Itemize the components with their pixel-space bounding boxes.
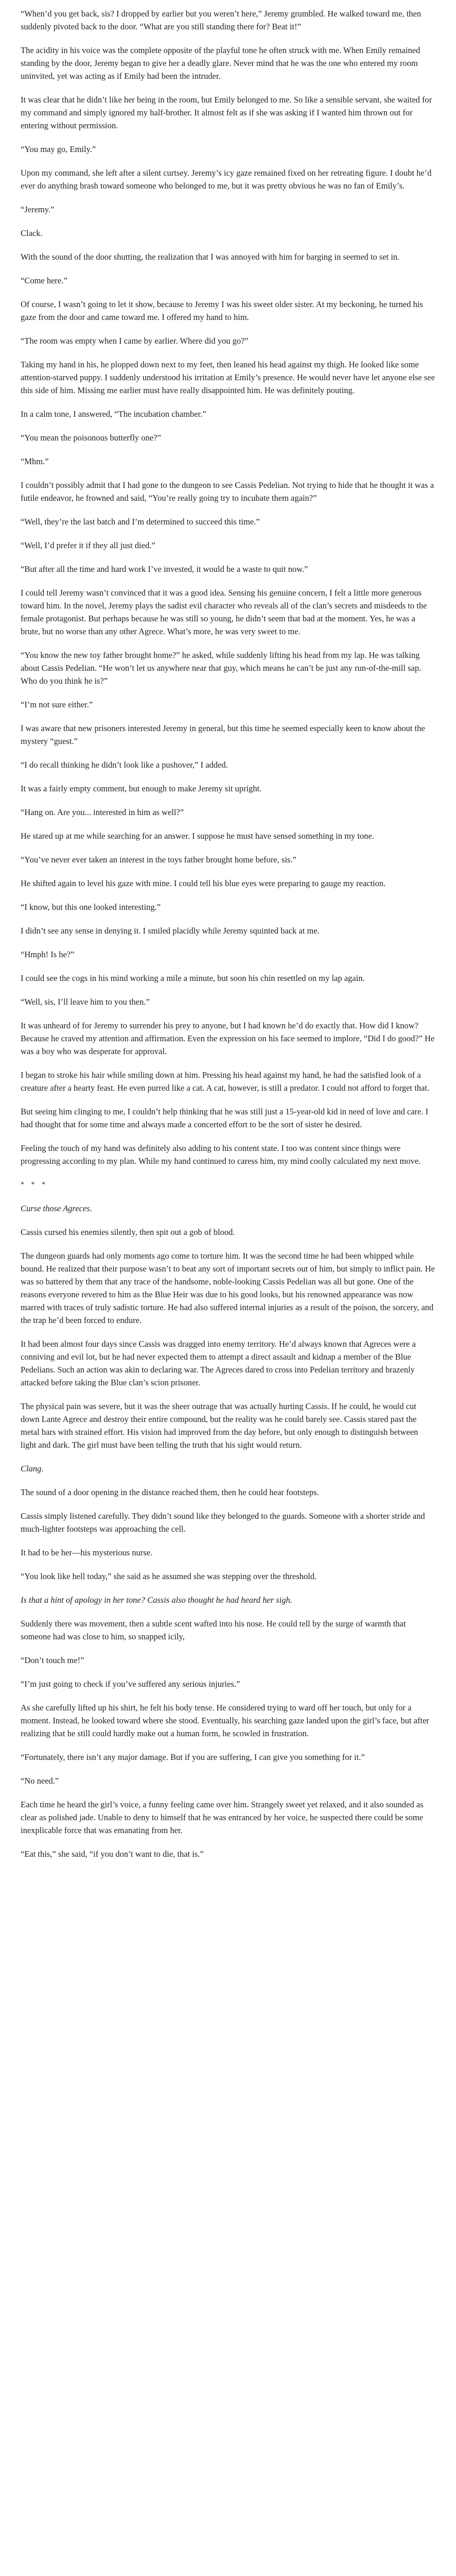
paragraph: “When’d you get back, sis? I dropped by earlier but you weren’t here,” Jeremy grumbled. He walked toward me, then suddenly pivoted back to the door. “What are you still standing there for? Beat it!”	[21, 9, 422, 31]
paragraph: Clang.	[21, 1464, 44, 1473]
paragraph: “Well, sis, I’ll leave him to you then.”	[21, 997, 150, 1007]
paragraph: Cassis simply listened carefully. They didn’t sound like they belonged to the guards. Someone with a shorter stride and much-lighter footsteps was approaching the cell.	[21, 1511, 425, 1534]
paragraph: “Don’t touch me!”	[21, 1655, 84, 1665]
paragraph: The dungeon guards had only moments ago come to torture him. It was the second time he had been whipped while bound. He realized that their purpose wasn’t to beat any sort of important secrets out of him, but simply to inflict pain. He was so battered by them that any trace of the handsome, noble-looking Cassis Pedelian was all but gone. One of the reasons everyone revered to him as the Blue Heir was due to his good looks, but his renowned appearance was now marred with traces of truly sadistic torture. He had also suffered internal injuries as a result of the poison, the sorcery, and the trap he’d been forced to endure.	[21, 1251, 435, 1325]
paragraph: With the sound of the door shutting, the realization that I was annoyed with him for barging in seemed to set in.	[21, 252, 400, 262]
paragraph: “I’m not sure either.”	[21, 700, 93, 709]
paragraph: “I know, but this one looked interesting.”	[21, 902, 161, 912]
paragraph: It had to be her—his mysterious nurse.	[21, 1548, 153, 1557]
paragraph: It was clear that he didn’t like her being in the room, but Emily belonged to me. So like a sensible servant, she waited for my command and simply ignored my half-brother. It almost felt as if she was asking if I wanted him thrown out for entering without permission.	[21, 95, 432, 130]
paragraph: I could see the cogs in his mind working a mile a minute, but soon his chin resettled on my lap again.	[21, 973, 365, 983]
section-separator: * * *	[21, 1181, 48, 1189]
paragraph: “No need.”	[21, 1776, 59, 1786]
paragraph: I began to stroke his hair while smiling down at him. Pressing his head against my hand, he had the satisfied look of a creature after a hearty feast. He even purred like a cat. A cat, however, is still a predator. I could not afford to forget that.	[21, 1070, 430, 1093]
paragraph: I didn’t see any sense in denying it. I smiled placidly while Jeremy squinted back at me.	[21, 926, 320, 936]
paragraph: Clack.	[21, 228, 43, 238]
paragraph: “The room was empty when I came by earlier. Where did you go?”	[21, 336, 249, 346]
paragraph: I could tell Jeremy wasn’t convinced that it was a good idea. Sensing his genuine concern, I felt a little more generous toward him. In the novel, Jeremy plays the sadist evil character who reveals all of the clan’s secrets and misdeeds to the female protagonist. But perhaps because he was still so young, he didn’t seem that bad at the moment. Yes, he was a brute, but no worse than any other Agrece. What’s more, he was very sweet to me.	[21, 588, 427, 636]
paragraph: “Eat this,” she said, “if you don’t want to die, that is.”	[21, 1849, 204, 1859]
paragraph: Each time he heard the girl’s voice, a funny feeling came over him. Strangely sweet yet relaxed, and it also sounded as clear as polished jade. Unable to deny to himself that he was entranced by her voice, he suspected there could be some inexplicable force that was emanating from her.	[21, 1800, 424, 1835]
paragraph: “Mhm.”	[21, 456, 49, 466]
paragraph: “You know the new toy father brought home?” he asked, while suddenly lifting his head from my lap. He was talking about Cassis Pedelian. “He won’t let us anywhere near that guy, which means he can’t be just any run-of-the-mill sap. Who do you think he is?”	[21, 650, 422, 686]
paragraph: Is that a hint of apology in her tone? Cassis also thought he had heard her sigh.	[21, 1595, 292, 1605]
paragraph: Feeling the touch of my hand was definitely also adding to his content state. I too was content since things were progressing according to my plan. While my hand continued to caress him, my mind coolly calculated my next move.	[21, 1143, 421, 1166]
paragraph: It was a fairly empty comment, but enough to make Jeremy sit upright.	[21, 784, 262, 793]
paragraph: I was aware that new prisoners interested Jeremy in general, but this time he seemed especially keen to know about the mystery “guest.”	[21, 723, 425, 746]
paragraph: “But after all the time and hard work I’ve invested, it would be a waste to quit now.”	[21, 564, 308, 574]
paragraph: “You’ve never ever taken an interest in the toys father brought home before, sis.”	[21, 855, 296, 865]
paragraph: It had been almost four days since Cassis was dragged into enemy territory. He’d always known that Agreces were a conniving and evil lot, but he had never expected them to attempt a direct assault and kidnap a member of the Blue Pedelians. Such an action was akin to declaring war. The Agreces dared to cross into Pedelian territory and brazenly attacked before taking the Blue clan’s scion prisoner.	[21, 1339, 416, 1387]
paragraph: “Fortunately, there isn’t any major damage. But if you are suffering, I can give you something for it.”	[21, 1752, 365, 1762]
paragraph: He stared up at me while searching for an answer. I suppose he must have sensed something in my tone.	[21, 831, 374, 841]
paragraph: “Hmph! Is he?”	[21, 950, 75, 959]
paragraph: Taking my hand in his, he plopped down next to my feet, then leaned his head against my thigh. He looked like some attention-starved puppy. I suddenly understood his irritation at Emily’s presence. He would never have let anyone else see this side of him. Missing me earlier must have really disappointed him. He was definitely pouting.	[21, 360, 435, 395]
paragraph: I couldn’t possibly admit that I had gone to the dungeon to see Cassis Pedelian. Not trying to hide that he thought it was a futile endeavor, he frowned and said, “You’re really going try to incubate them again?”	[21, 480, 434, 503]
paragraph: The sound of a door opening in the distance reached them, then he could hear footsteps.	[21, 1487, 319, 1497]
paragraph: Suddenly there was movement, then a subtle scent wafted into his nose. He could tell by the surge of warmth that someone had was close to him, so snapped icily,	[21, 1619, 406, 1641]
paragraph: “You mean the poisonous butterfly one?”	[21, 433, 161, 443]
paragraph: “I do recall thinking he didn’t look like a pushover,” I added.	[21, 760, 228, 770]
paragraph: “You look like hell today,” she said as he assumed she was stepping over the threshold.	[21, 1571, 317, 1581]
paragraph: “You may go, Emily.”	[21, 144, 96, 154]
paragraph: Curse those Agreces.	[21, 1204, 92, 1213]
paragraph: “I’m just going to check if you’ve suffered any serious injuries.”	[21, 1679, 240, 1689]
paragraph: “Well, they’re the last batch and I’m determined to succeed this time.”	[21, 517, 260, 527]
paragraph: “Hang on. Are you... interested in him as well?”	[21, 807, 184, 817]
paragraph: He shifted again to level his gaze with mine. I could tell his blue eyes were preparing to gauge my reaction.	[21, 878, 386, 888]
paragraph: As she carefully lifted up his shirt, he felt his body tense. He considered trying to ward off her touch, but only for a moment. Instead, he looked toward where she stood. Eventually, his searching gaze landed upon the girl’s face, but after realizing that he still could hardly make out a human form, he scowled in frustration.	[21, 1703, 429, 1738]
paragraph: It was unheard of for Jeremy to surrender his prey to anyone, but I had known he’d do exactly that. How did I know? Because he craved my attention and affirmation. Even the expression on his face seemed to implore, “Did I do good?” He was a boy who was desperate for approval.	[21, 1021, 435, 1056]
paragraph: But seeing him clinging to me, I couldn’t help thinking that he was still just a 15-year-old kid in need of love and care. I had thought that for some time and always made a concerted effort to be the sort of sister he desired.	[21, 1107, 429, 1129]
paragraph: The physical pain was severe, but it was the sheer outrage that was actually hurting Cassis. If he could, he would cut down Lante Agrece and destroy their entire compound, but the reality was he could barely see. Cassis stared past the metal bars with strained effort. His vision had improved from the day before, but only enough to distinguish between light and dark. The girl must have been telling the truth that his sight would return.	[21, 1401, 418, 1450]
paragraph: The acidity in his voice was the complete opposite of the playful tone he often struck with me. When Emily remained standing by the door, Jeremy began to give her a deadly glare. Never mind that he was the one who entered my room uninvited, yet was acting as if Emily had been the intruder.	[21, 45, 420, 81]
paragraph: “Come here.”	[21, 276, 67, 285]
paragraph: “Jeremy.”	[21, 205, 55, 214]
paragraph: Of course, I wasn’t going to let it show, because to Jeremy I was his sweet older sister. At my beckoning, he turned his gaze from the door and came toward me. I offered my hand to him.	[21, 299, 423, 322]
paragraph: In a calm tone, I answered, “The incubation chamber.”	[21, 409, 206, 419]
paragraph: Upon my command, she left after a silent curtsey. Jeremy’s icy gaze remained fixed on her retreating figure. I doubt he’d ever do anything brash toward someone who belonged to me, but it was pretty obvious he was no fan of Emily’s.	[21, 168, 432, 191]
paragraph: “Well, I’d prefer it if they all just died.”	[21, 540, 155, 550]
paragraph: Cassis cursed his enemies silently, then spit out a gob of blood.	[21, 1227, 235, 1237]
